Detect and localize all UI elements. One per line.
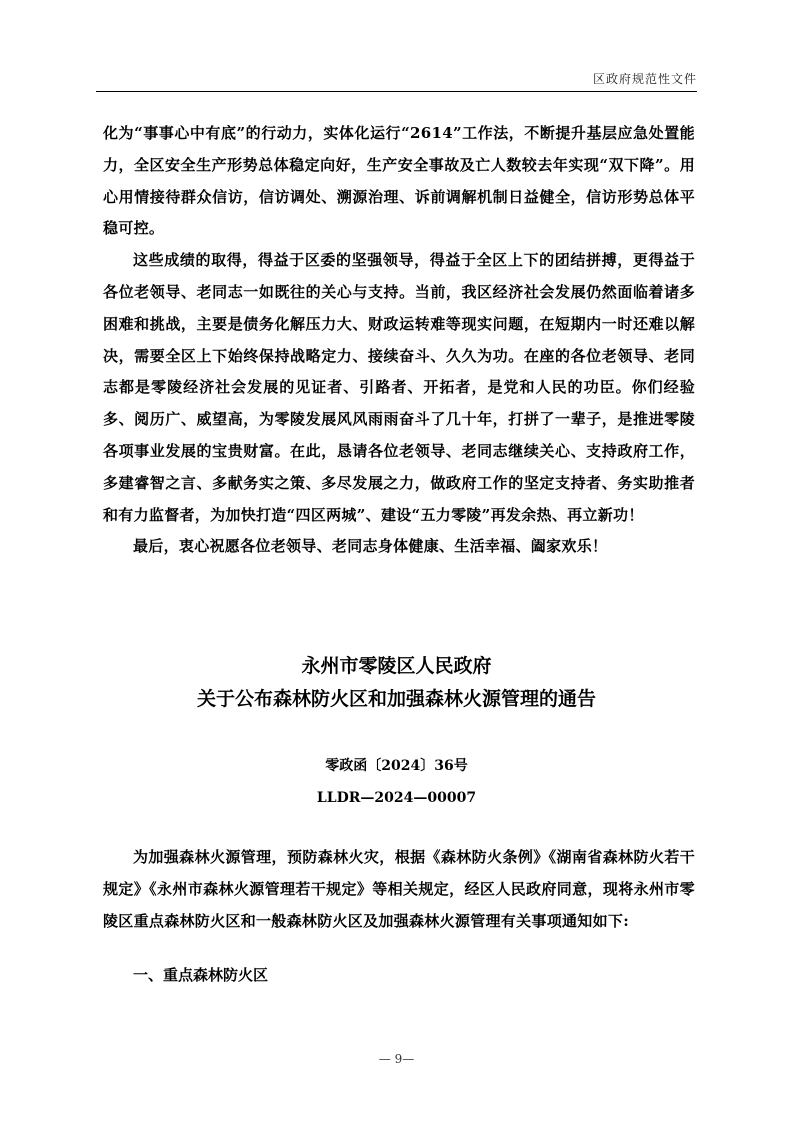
document-number: 零政函〔2024〕36号 (325, 758, 468, 774)
notice-title-line1: 永州市零陵区人民政府 (301, 655, 492, 677)
paragraph-closing: 最后，衷心祝愿各位老领导、老同志身体健康、生活幸福、阖家欢乐！ (133, 537, 608, 556)
notice-body (103, 842, 695, 937)
notice-intro: 为加强森林火源管理，预防森林火灾，根据《森林防火条例》《湖南省森林防火若干规定》《永州市森林火源管理若干规定》等相关规定，经区人民政府同意，现将永州市零陵区重点森林防火区和一般森林防火区及加强森林火源管理有关事项通知如下: (103, 848, 695, 930)
page-number: — 9— (378, 1052, 415, 1066)
section-heading: 一、重点森林防火区 (133, 966, 269, 984)
body-text (103, 118, 695, 563)
paragraph-achievements: 这些成绩的取得，得益于区委的坚强领导，得益于全区上下的团结拼搏，更得益于各位老领导、老同志一如既往的关心与支持。当前，我区经济社会发展仍然面临着诸多困难和挑战，主要是债务化解压力大、财政运转难等现实问题，在短期内一时还难以解决，需要全区上下始终保持战略定力、接续奋斗、久久为功。在座的各位老领导、老同志都是零陵经济社会发展的见证者、引路者、开拓者，是党和人民的功臣。你们经验多、阅历广、威望高，为零陵发展风风雨雨奋斗了几十年，打拼了一辈子，是推进零陵各项事业发展的宝贵财富。在此，恳请各位老领导、老同志继续关心、支持政府工作，多建睿智之言、多献务实之策、多尽发展之力，做政府工作的坚定支持者、务实助推者和有力监督者，为加快打造“四区两城”、建设“五力零陵”再发余热、再立新功！ (103, 251, 695, 524)
notice-title-line2: 关于公布森林防火区和加强森林火源管理的通告 (196, 688, 596, 710)
paragraph-continuation: 化为“事事心中有底”的行动力，实体化运行“2614”工作法，不断提升基层应急处置能力，全区安全生产形势总体稳定向好，生产安全事故及亡人数较去年实现“双下降”。用心用情接待群众信访，信访调处、溯源治理、诉前调解机制日益健全，信访形势总体平稳可控。 (103, 124, 695, 238)
document-code: LLDR—2024—00007 (316, 790, 477, 806)
header-label: 区政府规范性文件 (592, 72, 697, 86)
document-number-block (0, 750, 793, 814)
header-divider (96, 91, 697, 92)
notice-title (0, 650, 793, 716)
